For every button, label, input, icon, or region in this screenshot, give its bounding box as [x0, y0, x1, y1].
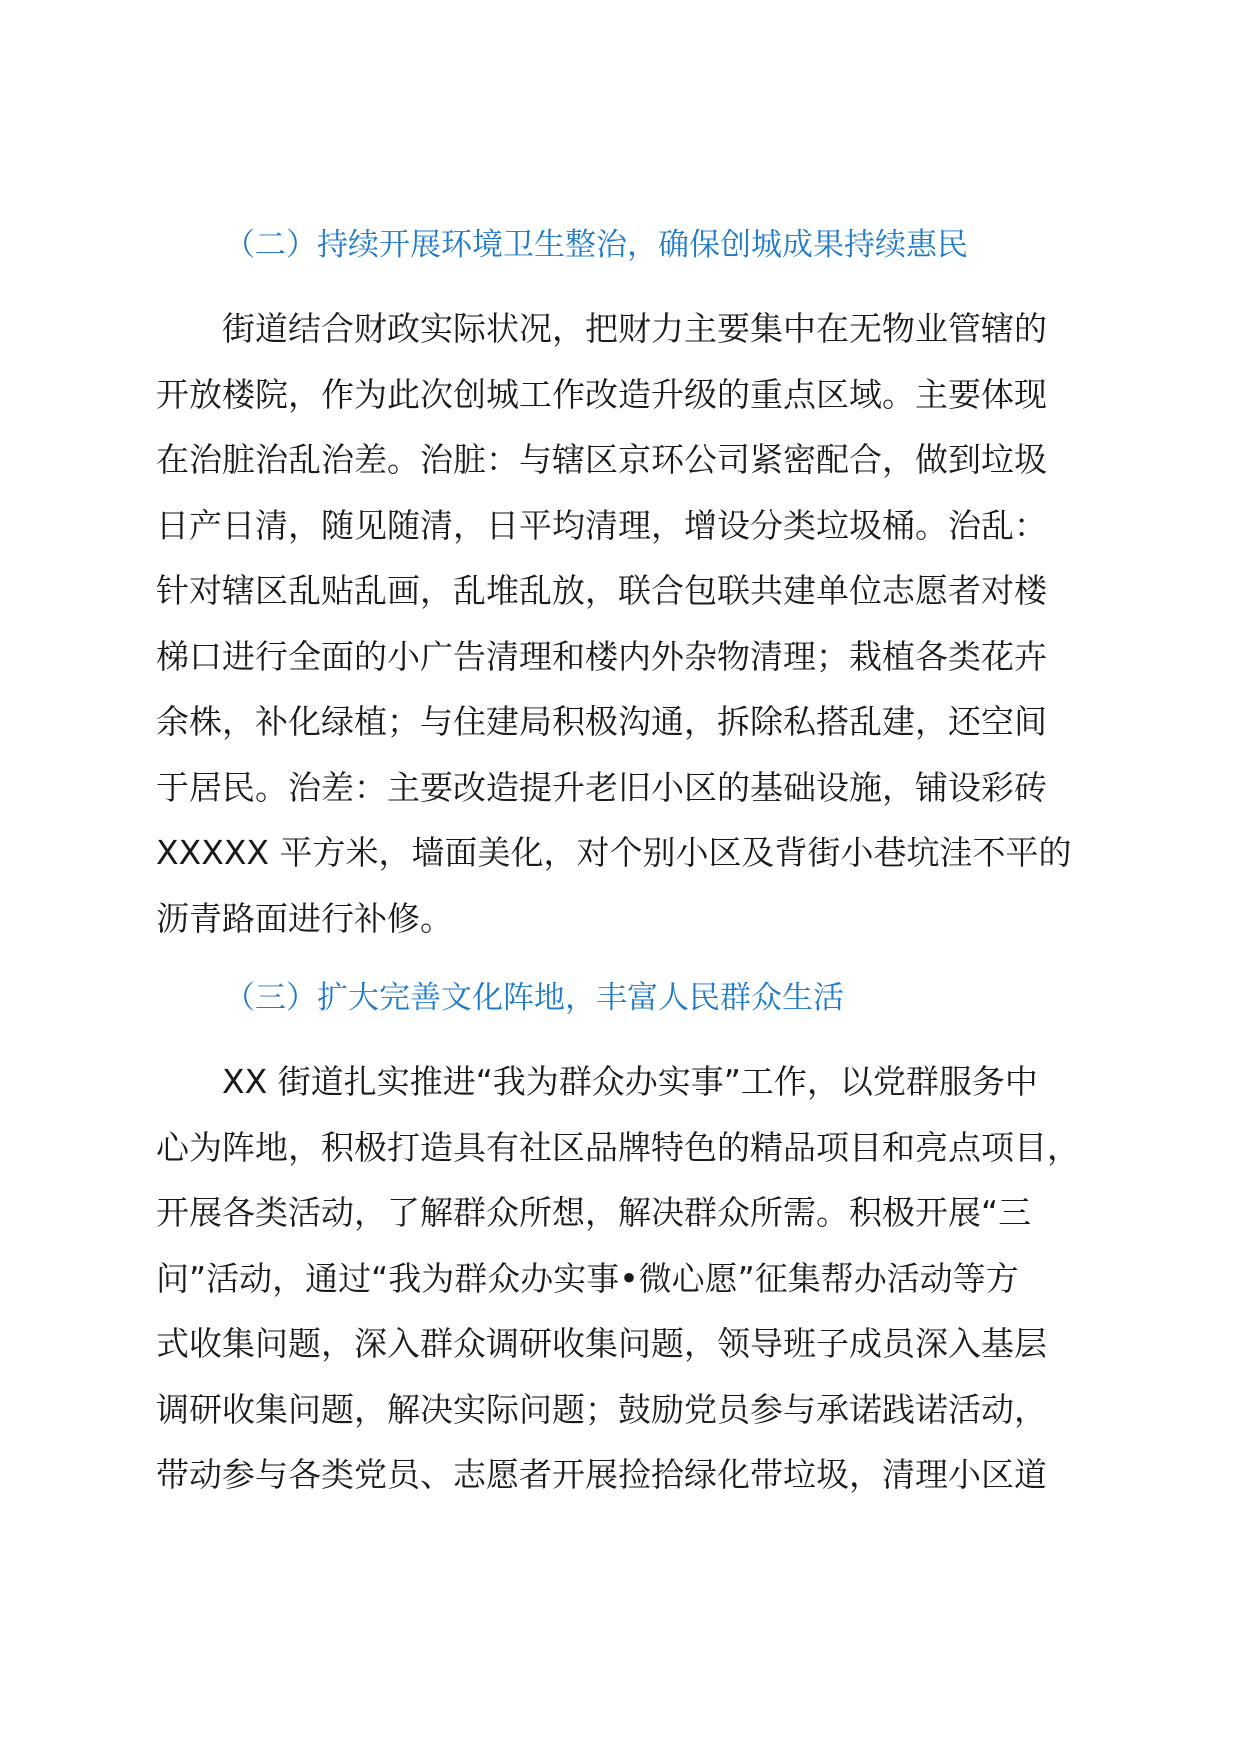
paragraph-line: 开放楼院，作为此次创城工作改造升级的重点区域。主要体现 [156, 374, 1047, 414]
paragraph-line: 梯口进行全面的小广告清理和楼内外杂物清理；栽植各类花卉 [156, 636, 1047, 676]
paragraph-line: 日产日清，随见随清，日平均清理，增设分类垃圾桶。治乱： [156, 505, 1047, 545]
paragraph-line: 带动参与各类党员、志愿者开展捡拾绿化带垃圾，清理小区道 [156, 1455, 1047, 1494]
paragraph-line: 在治脏治乱治差。治脏：与辖区京环公司紧密配合，做到垃圾 [156, 440, 1047, 479]
paragraph-line: 于居民。治差：主要改造提升老旧小区的基础设施，铺设彩砖 [156, 767, 1047, 807]
paragraph-line: 针对辖区乱贴乱画，乱堆乱放，联合包联共建单位志愿者对楼 [156, 571, 1047, 610]
paragraph-line: XXXXX 平方米，墙面美化，对个别小区及背街小巷坑洼不平的 [156, 833, 1072, 872]
section-heading-2: （二）持续开展环境卫生整治，确保创城成果持续惠民 [224, 227, 968, 263]
paragraph-line: 式收集问题，深入群众调研收集问题，领导班子成员深入基层 [156, 1324, 1047, 1363]
paragraph-line: 余株，补化绿植；与住建局积极沟通，拆除私搭乱建，还空间 [156, 702, 1047, 741]
section-2-paragraph [156, 296, 1072, 951]
section-heading-3: （三）扩大完善文化阵地，丰富人民群众生活 [224, 980, 844, 1016]
paragraph-line: 问”活动，通过“我为群众办实事•微心愿”征集帮办活动等方 [156, 1258, 1019, 1298]
paragraph-line: 心为阵地，积极打造具有社区品牌特色的精品项目和亮点项目， [156, 1127, 1080, 1167]
paragraph-line: 调研收集问题，解决实际问题；鼓励党员参与承诺践诺活动， [156, 1389, 1047, 1429]
paragraph-line: 沥青路面进行补修。 [156, 898, 453, 938]
paragraph-line: 开展各类活动，了解群众所想，解决群众所需。积极开展“三 [156, 1193, 1032, 1232]
paragraph-line: 街道结合财政实际状况，把财力主要集中在无物业管辖的 [222, 309, 1047, 348]
paragraph-line: XX 街道扎实推进“我为群众办实事”工作，以党群服务中 [222, 1062, 1038, 1101]
section-3-paragraph [156, 1049, 1080, 1508]
